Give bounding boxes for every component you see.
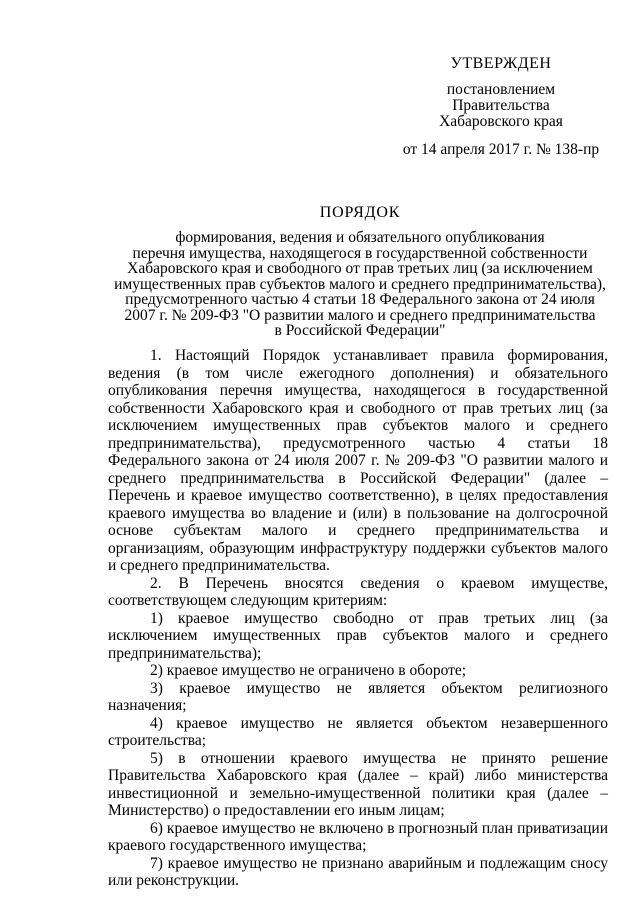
subtitle-line: Хабаровского края и свободного от прав третьих лиц (за исключением bbox=[127, 260, 593, 277]
approval-block bbox=[398, 56, 604, 158]
subtitle-line: формирования, ведения и обязательного опубликования bbox=[175, 229, 545, 246]
subtitle-line: предусмотренного частью 4 статьи 18 Федерального закона от 24 июля bbox=[125, 291, 595, 308]
approval-line: Правительства bbox=[452, 97, 550, 114]
list-item: 1) краевое имущество свободно от прав третьих лиц (за исключением имущественных прав субъектов малого и среднего предпринимательства); bbox=[108, 609, 608, 662]
approval-line: Хабаровского края bbox=[439, 113, 563, 130]
subtitle-line: в Российской Федерации" bbox=[274, 322, 446, 339]
list-item: 5) в отношении краевого имущества не принято решение Правительства Хабаровского края (далее – край) либо министерства инвестиционной и земельно-имущественной политики края (далее – Министерство) о предоставлении его иным лицам; bbox=[108, 749, 608, 819]
approval-heading: УТВЕРЖДЕН bbox=[450, 55, 552, 72]
title-block bbox=[90, 204, 630, 339]
approval-date: от 14 апреля 2017 г. № 138-пр bbox=[402, 141, 600, 158]
list-item: 7) краевое имущество не признано аварийным и подлежащим сносу или реконструкции. bbox=[108, 854, 608, 889]
subtitle-line: 2007 г. № 209-ФЗ "О развитии малого и среднего предпринимательства bbox=[124, 306, 596, 324]
list-item: 6) краевое имущество не включено в прогнозный план приватизации краевого государственного имущества; bbox=[108, 819, 608, 854]
paragraph: 2. В Перечень вносятся сведения о краевом имуществе, соответствующем следующим критериям: bbox=[108, 574, 608, 609]
subtitle-line: перечня имущества, находящегося в государственной собственности bbox=[132, 244, 588, 262]
document-body bbox=[108, 347, 608, 890]
list-item: 2) краевое имущество не ограничено в обороте; bbox=[150, 662, 467, 679]
subtitle-line: имущественных прав субъектов малого и среднего предпринимательства), bbox=[114, 275, 606, 293]
list-item: 3) краевое имущество не является объектом религиозного назначения; bbox=[108, 679, 608, 714]
document-title: ПОРЯДОК bbox=[319, 204, 401, 221]
approval-line: постановлением bbox=[446, 81, 556, 98]
paragraph: 1. Настоящий Порядок устанавливает правила формирования, ведения (в том числе ежегодного дополнения) и обязательного опубликования перечня имущества, находящегося в государственной собственности Хабаровского края и свободного от прав третьих лиц (за исключением имущественных прав субъектов малого и среднего предпринимательства), предусмотренного частью 4 статьи 18 Федерального закона от 24 июля 2007 г. № 209-ФЗ "О развитии малого и среднего предпринимательства в Российской Федерации" (далее – Перечень и краевое имущество соответственно), в целях предоставления краевого имущества во владение и (или) в пользование на долгосрочной основе субъектам малого и среднего предпринимательства и организациям, образующим инфраструктуру поддержки субъектов малого и среднего предпринимательства. bbox=[108, 347, 608, 574]
list-item: 4) краевое имущество не является объектом незавершенного строительства; bbox=[108, 714, 608, 749]
